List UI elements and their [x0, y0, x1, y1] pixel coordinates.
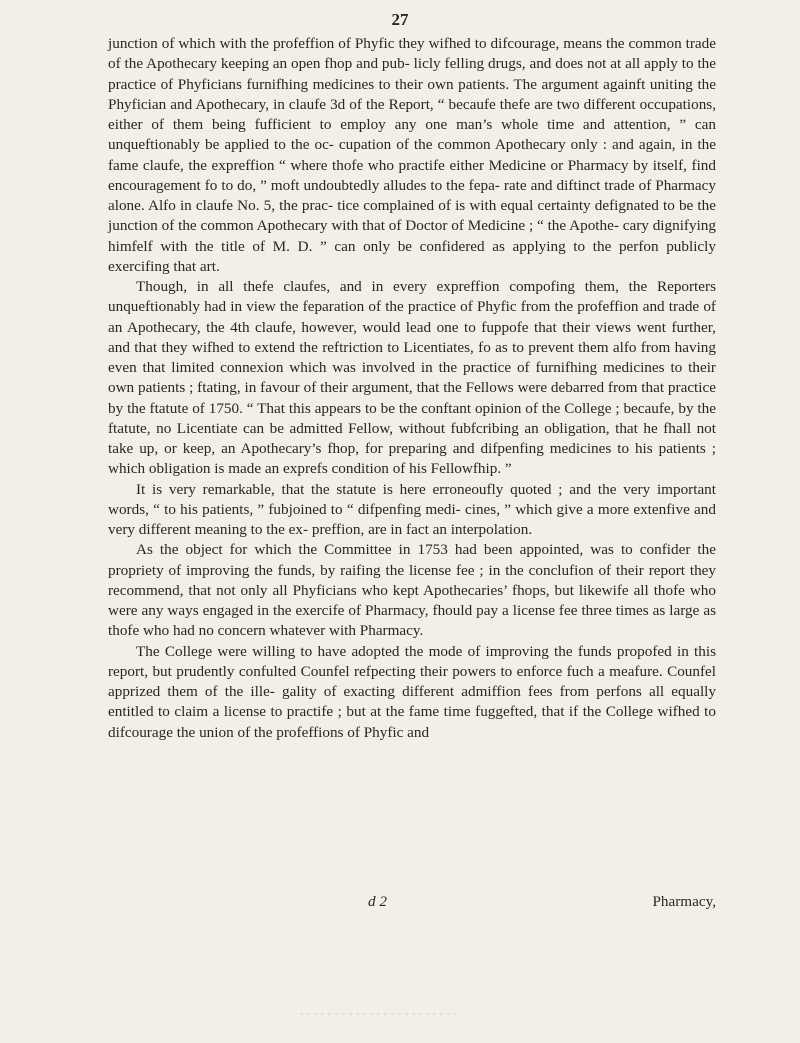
- paragraph-5: [108, 642, 716, 743]
- text-line: which obligation is made an exprefs condition of his Fellowfhip. ”: [108, 460, 512, 478]
- text-line: Phyficians who kept Apothecaries’ fhops, but likewife all thofe who were: [108, 581, 716, 619]
- text-line: man’s whole time and attention, ” can unqueftionably be applied to the oc-: [108, 116, 716, 154]
- text-line: cupation of the common Apothecary only : and again, in the fame claufe,: [108, 136, 717, 174]
- text-line: fee ; in the conclufion of their report they recommend, that not only all: [108, 561, 716, 599]
- text-line: College ; becaufe, by the ftatute, no Licentiate can be admitted Fellow,: [108, 399, 716, 437]
- paragraph-1: [108, 34, 716, 277]
- text-line: preffion, are in fact an interpolation.: [311, 521, 533, 538]
- text-line: cines, ” which give a more extenfive and very different meaning to the ex-: [108, 500, 716, 538]
- text-line: itself, find encouragement fo to do, ” moft undoubtedly alludes to the fepa-: [108, 156, 716, 194]
- paragraph-3: [108, 480, 716, 541]
- text-line: Apothecary’s fhop, for preparing and difpenfing medicines to his patients ;: [240, 440, 716, 457]
- text-line: means the common trade of the Apothecary keeping an open fhop and pub-: [108, 35, 716, 73]
- text-line: As the object for which the Committee in 1753 had been appointed, was: [136, 541, 621, 559]
- text-line: gality of exacting different admiffion fees from perfons all equally entitled: [108, 683, 716, 721]
- text-line: It is very remarkable, that the statute is here erroneoufly quoted ; and the: [136, 480, 624, 498]
- text-line: very important words, “ to his patients, ” fubjoined to “ difpenfing medi-: [108, 480, 716, 518]
- text-line: to claim a license to practife ; but at the fame time fuggefted, that if the: [158, 703, 606, 721]
- text-line: junction of which with the profeffion of Phyfic they wifhed to difcourage,: [108, 35, 564, 52]
- text-line: to confider the propriety of improving the funds, by raifing the license: [108, 541, 716, 579]
- text-line: Phyfic from the profeffion and trade of an Apothecary, the 4th claufe,: [108, 298, 716, 336]
- text-line: cary dignifying himfelf with the title of M. D. ” can only be confidered as: [108, 217, 716, 255]
- page-footer: [108, 893, 716, 915]
- text-line: any ways engaged in the exercife of Pharmacy, fhould pay a license fee: [141, 602, 582, 619]
- text-line: the Phyfician and Apothecary, in claufe 3d of the Report, “ becaufe thefe: [108, 75, 717, 113]
- text-line: three times as large as thofe who had no concern whatever with Pharmacy.: [108, 602, 717, 640]
- text-line: are two different occupations, either of them being fufficient to employ any one: [108, 95, 716, 133]
- ink-smudge: [300, 1010, 460, 1018]
- paragraph-4: [108, 540, 716, 641]
- text-line: alfo from having even that limited connexion which was involved in the: [108, 338, 716, 376]
- text-line: rate and diftinct trade of Pharmacy alone. Alfo in claufe No. 5, the prac-: [108, 176, 716, 214]
- text-line: their argument, that the Fellows were debarred from that practice by the: [108, 379, 716, 417]
- text-line: the Reporters unqueftionably had in view the feparation of the practice of: [108, 278, 716, 316]
- text-line: the expreffion “ where thofe who practife either Medicine or Pharmacy by: [188, 156, 653, 174]
- text-line: without fubfcribing an obligation, that he fhall not take up, or keep, an: [108, 419, 716, 457]
- text-line: furnifhing medicines to their own patients. The argument againft uniting: [246, 75, 698, 93]
- text-line: The College were willing to have adopted the mode of improving the: [136, 642, 578, 660]
- text-line: the common Apothecary with that of Doctor of Medicine ; “ the Apothe-: [178, 217, 623, 235]
- text-line: however, would lead one to fuppofe that their views went further, and that: [108, 318, 716, 356]
- text-line: applying to the perfon publicly exercifing that art.: [108, 237, 716, 275]
- text-line: they wifhed to extend the reftriction to Licentiates, fo as to prevent them: [161, 338, 613, 356]
- text-line: Though, in all thefe claufes, and in every expreffion compofing them,: [136, 278, 629, 295]
- paragraph-2: [108, 277, 716, 480]
- text-line: funds propofed in this report, but prudently confulted Counfel refpecting: [108, 642, 716, 680]
- page-number: 27: [391, 10, 409, 29]
- text-line: ftatute of 1750. “ That this appears to be the conftant opinion of the: [149, 399, 565, 417]
- text-line: College wifhed to difcourage the union of the profeffions of Phyfic and: [108, 703, 716, 741]
- catchword: Pharmacy,: [652, 893, 716, 910]
- text-line: tice complained of is with equal certainty defignated to be the junction of: [108, 197, 716, 235]
- signature-mark: d 2: [368, 893, 387, 910]
- text-line: practice of furnifhing medicines to their own patients ; ftating, in favour of: [108, 359, 716, 397]
- body-text: [108, 34, 716, 743]
- text-line: their powers to enforce fuch a meafure. Counfel apprized them of the ille-: [108, 662, 717, 700]
- text-line: licly felling drugs, and does not at all apply to the practice of Phyficians: [108, 55, 717, 93]
